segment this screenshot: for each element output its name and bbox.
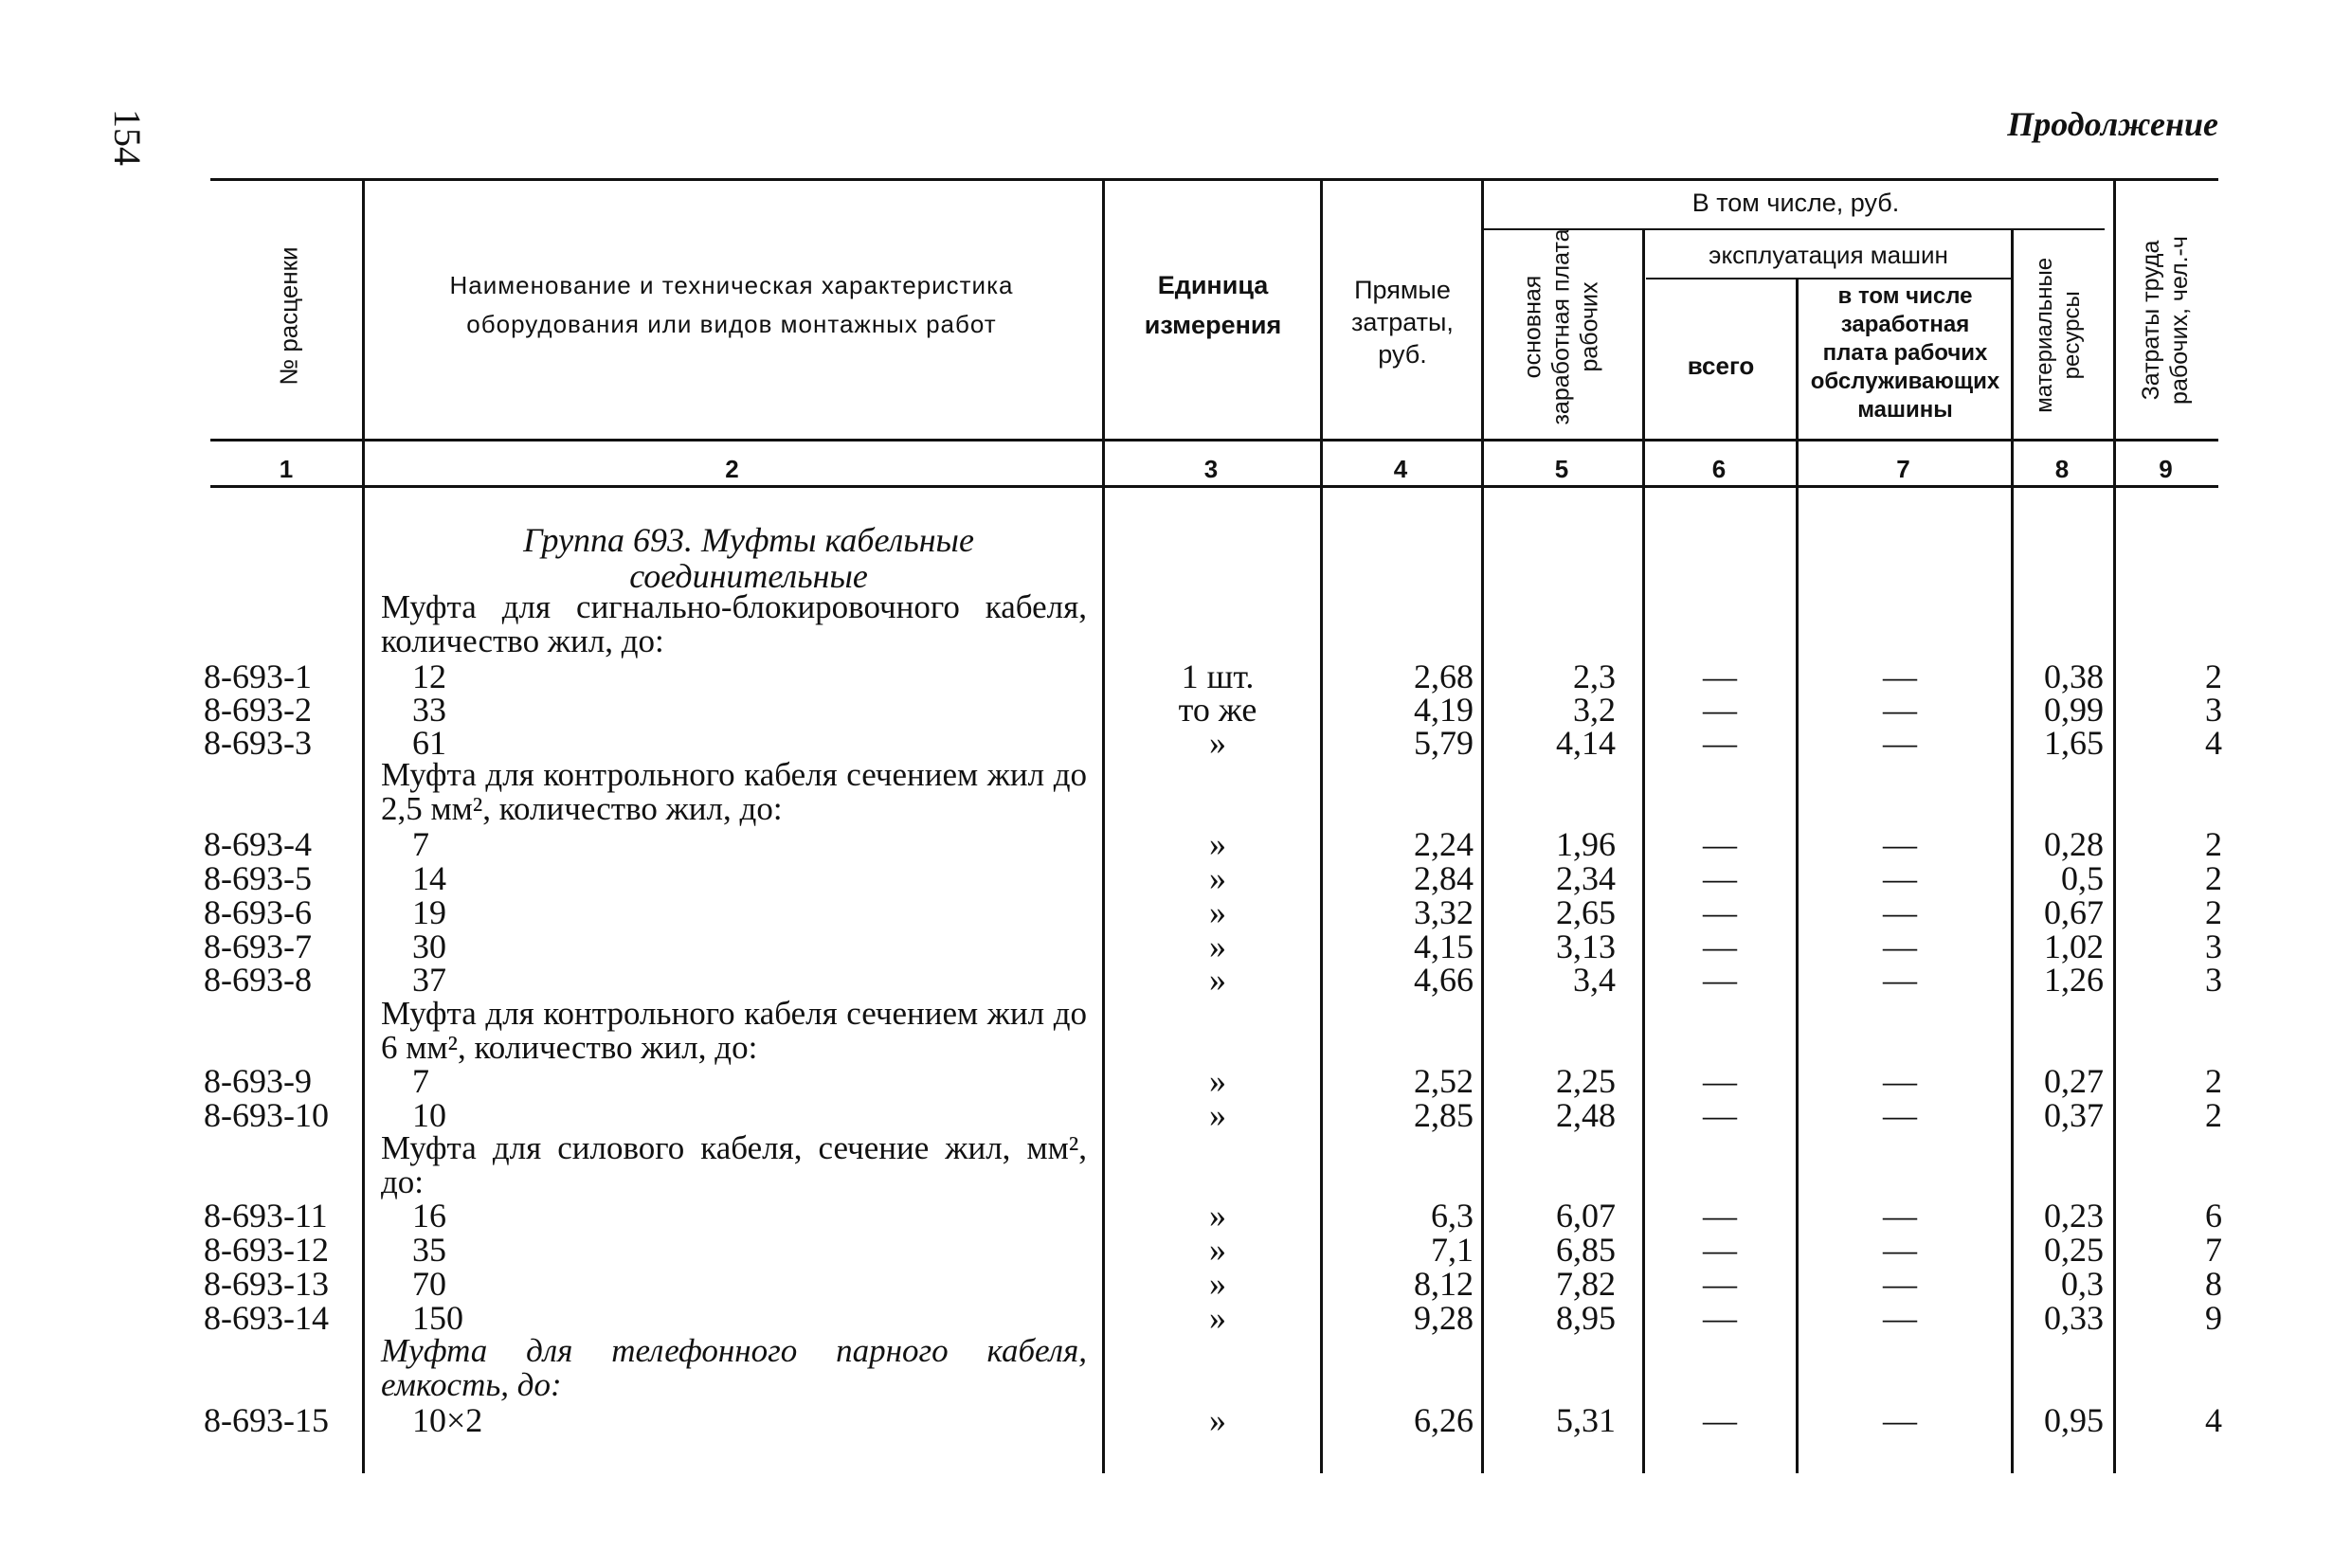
colnum-5: 5 <box>1554 455 1569 483</box>
machines-wage: — <box>1883 893 1917 931</box>
wage: 3,2 <box>1573 691 1616 729</box>
materials: 1,02 <box>2044 928 2104 965</box>
direct-cost: 4,15 <box>1414 928 1474 965</box>
table-row <box>0 824 2351 863</box>
unit: » <box>1209 1197 1226 1235</box>
rate-code: 8-693-4 <box>204 825 312 863</box>
materials: 1,65 <box>2044 724 2104 762</box>
section-desc-4: Муфта для силового кабеля, сечение жил, мм², до: <box>381 1129 1087 1200</box>
machines-wage: — <box>1883 1231 1917 1269</box>
labor: 2 <box>2205 893 2222 931</box>
materials: 0,38 <box>2044 658 2104 695</box>
direct-cost: 9,28 <box>1414 1299 1474 1337</box>
colnum-9: 9 <box>2159 455 2173 483</box>
materials: 0,5 <box>2061 859 2104 897</box>
machines-total: — <box>1703 658 1737 695</box>
machines-wage: — <box>1883 691 1917 729</box>
machines-total: — <box>1703 1197 1737 1235</box>
labor: 4 <box>2205 1401 2222 1439</box>
unit: » <box>1209 1231 1226 1269</box>
item-name: 30 <box>412 928 446 965</box>
machines-wage: — <box>1883 658 1917 695</box>
item-name: 7 <box>412 1062 429 1100</box>
header-unit-line2: измерения <box>1144 310 1282 339</box>
table-row <box>0 690 2351 729</box>
unit: » <box>1209 1401 1226 1439</box>
table-top-rule <box>210 178 2218 181</box>
labor: 2 <box>2205 1096 2222 1134</box>
wage: 1,96 <box>1556 825 1616 863</box>
materials: 0,27 <box>2044 1062 2104 1100</box>
colnum-3: 3 <box>1203 455 1219 483</box>
table-row <box>0 1230 2351 1269</box>
machines-wage: — <box>1883 1197 1917 1235</box>
wage: 2,3 <box>1573 658 1616 695</box>
colnum-2: 2 <box>725 455 739 483</box>
header-materials: материальные ресурсы <box>2032 257 2085 413</box>
labor: 9 <box>2205 1299 2222 1337</box>
materials: 0,25 <box>2044 1231 2104 1269</box>
colnum-1: 1 <box>279 455 294 483</box>
labor: 8 <box>2205 1265 2222 1303</box>
machines-total: — <box>1703 1299 1737 1337</box>
table-row <box>0 892 2351 931</box>
header-name-line1: Наименование и техническая характеристика <box>449 271 1014 299</box>
item-name: 35 <box>412 1231 446 1269</box>
header-name <box>371 270 1092 339</box>
unit: » <box>1209 825 1226 863</box>
materials: 0,23 <box>2044 1197 2104 1235</box>
machines-wage: — <box>1883 825 1917 863</box>
unit: » <box>1209 1299 1226 1337</box>
header-name-line2: оборудования или видов монтажных работ <box>466 309 997 338</box>
materials: 0,28 <box>2044 825 2104 863</box>
colnum-6: 6 <box>1711 455 1727 483</box>
unit: 1 шт. <box>1181 658 1255 695</box>
section-desc-3: Муфта для контрольного кабеля сечением жил до 6 мм², количество жил, до: <box>381 995 1087 1066</box>
machines-wage: — <box>1883 1401 1917 1439</box>
item-name: 10 <box>412 1096 446 1134</box>
header-code: № расценки <box>274 246 303 386</box>
section-desc-2: Муфта для контрольного кабеля сечением жил до 2,5 мм², количество жил, до: <box>381 756 1087 827</box>
machines-total: — <box>1703 859 1737 897</box>
item-name: 7 <box>412 825 429 863</box>
labor: 6 <box>2205 1197 2222 1235</box>
materials: 0,3 <box>2061 1265 2104 1303</box>
machines-total: — <box>1703 1096 1737 1134</box>
machines-wage: — <box>1883 928 1917 965</box>
labor: 2 <box>2205 825 2222 863</box>
unit: » <box>1209 928 1226 965</box>
colnum-7: 7 <box>1896 455 1910 483</box>
unit: то же <box>1178 691 1257 729</box>
wage: 3,4 <box>1573 961 1616 999</box>
header-machines-total: всего <box>1687 351 1755 380</box>
direct-cost: 3,32 <box>1414 893 1474 931</box>
colnum-8: 8 <box>2054 455 2070 483</box>
item-name: 16 <box>412 1197 446 1235</box>
item-name: 10×2 <box>412 1401 483 1439</box>
labor: 2 <box>2205 859 2222 897</box>
machines-total: — <box>1703 1062 1737 1100</box>
direct-cost: 8,12 <box>1414 1265 1474 1303</box>
wage: 2,25 <box>1556 1062 1616 1100</box>
materials: 0,95 <box>2044 1401 2104 1439</box>
machines-total: — <box>1703 825 1737 863</box>
unit: » <box>1209 1265 1226 1303</box>
machines-total: — <box>1703 724 1737 762</box>
table-row <box>0 723 2351 762</box>
table-row <box>0 1298 2351 1337</box>
machines-total: — <box>1703 1265 1737 1303</box>
materials: 0,33 <box>2044 1299 2104 1337</box>
machines-wage: — <box>1883 961 1917 999</box>
machines-wage: — <box>1883 1062 1917 1100</box>
machines-wage: — <box>1883 724 1917 762</box>
labor: 3 <box>2205 961 2222 999</box>
group-title-line2: соединительные <box>629 556 868 595</box>
unit: » <box>1209 893 1226 931</box>
table-row <box>0 1400 2351 1439</box>
direct-cost: 2,68 <box>1414 658 1474 695</box>
rate-code: 8-693-2 <box>204 691 312 729</box>
item-name: 37 <box>412 961 446 999</box>
rate-code: 8-693-5 <box>204 859 312 897</box>
header-machines-wage: в том числе заработная плата рабочих обслуживающих машины <box>1810 283 2000 423</box>
table-row <box>0 657 2351 695</box>
labor: 4 <box>2205 724 2222 762</box>
wage: 2,48 <box>1556 1096 1616 1134</box>
direct-cost: 6,26 <box>1414 1401 1474 1439</box>
rate-code: 8-693-3 <box>204 724 312 762</box>
machines-wage: — <box>1883 1299 1917 1337</box>
machines-wage: — <box>1883 859 1917 897</box>
machines-total: — <box>1703 961 1737 999</box>
group-title-line1: Группа 693. Муфты кабельные <box>523 521 974 559</box>
continuation-label: Продолжение <box>2007 105 2218 143</box>
rate-code: 8-693-1 <box>204 658 312 695</box>
rate-code: 8-693-9 <box>204 1062 312 1100</box>
rate-code: 8-693-8 <box>204 961 312 999</box>
wage: 4,14 <box>1556 724 1616 762</box>
header-wage: основная заработная плата рабочих <box>1519 228 1603 425</box>
rate-code: 8-693-6 <box>204 893 312 931</box>
table-row <box>0 927 2351 965</box>
wage: 6,85 <box>1556 1231 1616 1269</box>
labor: 7 <box>2205 1231 2222 1269</box>
materials: 0,99 <box>2044 691 2104 729</box>
page-number: 154 <box>106 109 149 166</box>
table-row <box>0 1095 2351 1134</box>
direct-cost: 4,19 <box>1414 691 1474 729</box>
rate-code: 8-693-15 <box>204 1401 329 1439</box>
wage: 5,31 <box>1556 1401 1616 1439</box>
rate-code: 8-693-10 <box>204 1096 329 1134</box>
rate-code: 8-693-13 <box>204 1265 329 1303</box>
wage: 7,82 <box>1556 1265 1616 1303</box>
materials: 0,37 <box>2044 1096 2104 1134</box>
table-row <box>0 1264 2351 1303</box>
wage: 6,07 <box>1556 1197 1616 1235</box>
rate-code: 8-693-11 <box>204 1197 328 1235</box>
unit: » <box>1209 1062 1226 1100</box>
labor: 2 <box>2205 658 2222 695</box>
unit: » <box>1209 1096 1226 1134</box>
table-row <box>0 1061 2351 1100</box>
table-row <box>0 960 2351 999</box>
machines-total: — <box>1703 1231 1737 1269</box>
labor: 2 <box>2205 1062 2222 1100</box>
header-machines: эксплуатация машин <box>1709 241 1948 269</box>
header-unit <box>1109 270 1317 342</box>
machines-total: — <box>1703 893 1737 931</box>
header-bottom-rule <box>210 439 2218 442</box>
direct-cost: 4,66 <box>1414 961 1474 999</box>
item-name: 12 <box>412 658 446 695</box>
section-desc-5: Муфта для телефонного парного кабеля, емкость, до: <box>381 1332 1087 1403</box>
item-name: 70 <box>412 1265 446 1303</box>
rate-code: 8-693-14 <box>204 1299 329 1337</box>
wage: 2,34 <box>1556 859 1616 897</box>
group-title <box>389 523 1109 595</box>
table-row <box>0 1196 2351 1235</box>
direct-cost: 5,79 <box>1414 724 1474 762</box>
unit: » <box>1209 961 1226 999</box>
materials: 1,26 <box>2044 961 2104 999</box>
machines-total: — <box>1703 691 1737 729</box>
direct-cost: 6,3 <box>1431 1197 1474 1235</box>
direct-cost: 7,1 <box>1431 1231 1474 1269</box>
colnum-4: 4 <box>1393 455 1408 483</box>
item-name: 19 <box>412 893 446 931</box>
labor: 3 <box>2205 691 2222 729</box>
header-unit-line1: Единица <box>1157 271 1269 299</box>
direct-cost: 2,85 <box>1414 1096 1474 1134</box>
rate-code: 8-693-12 <box>204 1231 329 1269</box>
header-including: В том числе, руб. <box>1691 189 1900 217</box>
unit: » <box>1209 859 1226 897</box>
machines-wage: — <box>1883 1096 1917 1134</box>
item-name: 61 <box>412 724 446 762</box>
wage: 2,65 <box>1556 893 1616 931</box>
section-desc-1: Муфта для сигнально-блокировочного кабеля, количество жил, до: <box>381 588 1087 659</box>
labor: 3 <box>2205 928 2222 965</box>
wage: 3,13 <box>1556 928 1616 965</box>
machines-total: — <box>1703 928 1737 965</box>
colnum-bottom-rule <box>210 485 2218 488</box>
header-labor: Затраты труда рабочих, чел.-ч <box>2138 236 2193 405</box>
item-name: 33 <box>412 691 446 729</box>
header-direct: Прямые затраты, руб. <box>1351 276 1454 369</box>
unit: » <box>1209 724 1226 762</box>
machines-total: — <box>1703 1401 1737 1439</box>
wage: 8,95 <box>1556 1299 1616 1337</box>
rate-code: 8-693-7 <box>204 928 312 965</box>
materials: 0,67 <box>2044 893 2104 931</box>
machines-wage: — <box>1883 1265 1917 1303</box>
direct-cost: 2,52 <box>1414 1062 1474 1100</box>
table-row <box>0 858 2351 897</box>
item-name: 14 <box>412 859 446 897</box>
machines-rule <box>1646 278 2014 279</box>
direct-cost: 2,84 <box>1414 859 1474 897</box>
item-name: 150 <box>412 1299 463 1337</box>
direct-cost: 2,24 <box>1414 825 1474 863</box>
